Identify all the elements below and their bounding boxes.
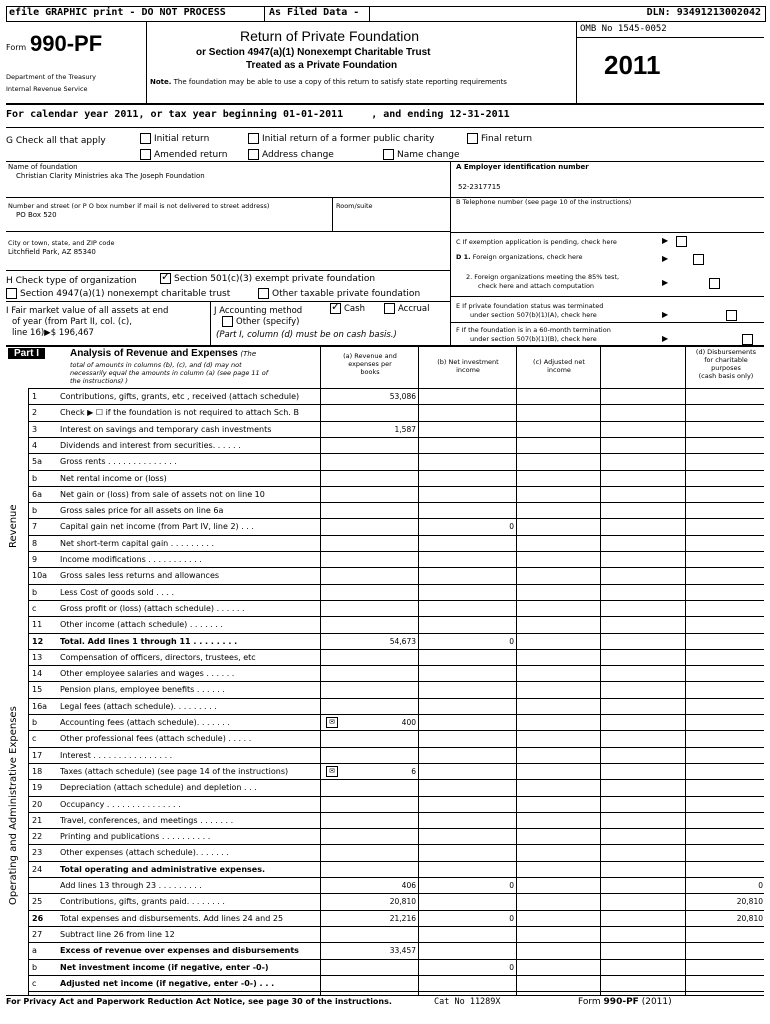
form-subtitle-1: or Section 4947(a)(1) Nonexempt Charitable Trust <box>196 47 431 58</box>
col-b-value[interactable]: 0 <box>509 913 514 923</box>
row-divider <box>28 535 764 536</box>
col-a-value[interactable]: 400 <box>401 718 416 727</box>
d2-arrow-icon: ▶ <box>662 278 669 287</box>
line-description: Dividends and interest from securities. . . . . . <box>60 440 241 450</box>
line-description: Gross profit or (loss) (attach schedule) . . . . . . <box>60 603 245 613</box>
org-501c3-checkbox[interactable] <box>160 273 171 284</box>
row-divider <box>28 633 764 634</box>
line-number: 16a <box>32 701 48 711</box>
row-divider <box>28 486 764 487</box>
line-number: 13 <box>32 652 43 662</box>
expenses-side-label: Operating and Administrative Expenses <box>8 706 19 905</box>
line-description: Total. Add lines 1 through 11 . . . . . . . . <box>60 636 238 646</box>
col-a-value[interactable]: 406 <box>401 881 416 890</box>
line-description: Other professional fees (attach schedule) . . . . . <box>60 734 252 744</box>
accounting-method-label: J Accounting method <box>214 306 303 316</box>
row-divider <box>28 959 764 960</box>
row-divider <box>28 388 764 389</box>
line-description: Other income (attach schedule) . . . . . . . <box>60 620 223 630</box>
col-b-value[interactable]: 0 <box>509 881 514 890</box>
row-divider <box>28 453 764 454</box>
line-number: 5a <box>32 457 42 467</box>
line-description: Income modifications . . . . . . . . . . . <box>60 555 202 564</box>
line-description: Capital gain net income (from Part IV, line 2) . . . <box>60 522 254 532</box>
telephone-label: B Telephone number (see page 10 of the instructions) <box>456 198 632 206</box>
line-description: Contributions, gifts, grants paid. . . . . . . . <box>60 897 225 907</box>
line-description: Contributions, gifts, grants, etc , received (attach schedule) <box>60 392 300 401</box>
calendar-year-line: For calendar year 2011, or tax year beginning 01-01-2011 , and ending 12-31-2011 <box>6 109 510 120</box>
line-number: 7 <box>32 522 38 532</box>
top-banner <box>6 6 766 22</box>
row-divider <box>28 616 764 617</box>
cash-checkbox[interactable] <box>330 303 341 314</box>
line-description: Gross sales less returns and allowances <box>60 571 220 581</box>
row-divider <box>28 926 764 927</box>
d2-line1: 2. Foreign organizations meeting the 85% test, <box>466 273 620 281</box>
row-divider <box>28 747 764 748</box>
line-number: 4 <box>32 440 38 450</box>
row-divider <box>28 861 764 862</box>
address-change-checkbox[interactable] <box>248 149 259 160</box>
row-divider <box>28 975 764 976</box>
d1-line: D 1. Foreign organizations, check here <box>456 253 583 261</box>
line-description: Excess of revenue over expenses and disbursements <box>60 946 299 956</box>
row-divider <box>28 796 764 797</box>
org-other-checkbox[interactable] <box>258 288 269 299</box>
col-c-header: (c) Adjusted net income <box>533 358 585 374</box>
row-divider <box>28 404 764 405</box>
line-description: Net gain or (loss) from sale of assets not on line 10 <box>60 489 265 499</box>
fmv-line2: of year (from Part II, col. (c), <box>12 317 132 327</box>
final-return-option[interactable]: Final return <box>467 133 532 144</box>
e-arrow-icon: ▶ <box>662 310 669 319</box>
initial-former-option[interactable]: Initial return of a former public charity <box>248 133 434 144</box>
e-line1: E If private foundation status was terminated <box>456 302 604 310</box>
e-line2: under section 507(b)(1)(A), check here <box>470 311 597 319</box>
line-number: b <box>32 473 38 483</box>
line-number: 23 <box>32 848 43 858</box>
col-d-value[interactable]: 20,810 <box>736 897 763 907</box>
line-number: 12 <box>32 636 44 646</box>
line-description: Pension plans, employee benefits . . . . . . <box>60 685 225 695</box>
row-divider <box>28 518 764 519</box>
org-type-label: H Check type of organization <box>6 276 137 286</box>
line-description: Accounting fees (attach schedule). . . . . . . <box>60 718 230 727</box>
address-change-option[interactable]: Address change <box>248 149 334 160</box>
row-divider <box>28 600 764 601</box>
line-description: Occupancy . . . . . . . . . . . . . . . <box>60 799 181 809</box>
e-checkbox[interactable] <box>726 310 737 321</box>
street-label: Number and street (or P O box number if mail is not delivered to street address) <box>8 202 270 210</box>
room-label: Room/suite <box>336 202 373 210</box>
foundation-name: Christian Clarity Ministries aka The Joseph Foundation <box>16 172 205 180</box>
ein-label: A Employer identification number <box>456 163 589 171</box>
col-d-value[interactable]: 20,810 <box>736 913 763 923</box>
initial-return-option[interactable]: Initial return <box>140 133 209 144</box>
row-divider <box>28 681 764 682</box>
f-line1: F If the foundation is in a 60-month termination <box>456 326 611 334</box>
col-a-value[interactable]: 53,086 <box>389 392 416 401</box>
line-number: c <box>32 734 37 744</box>
col-b-value[interactable]: 0 <box>509 636 514 646</box>
check-all-label: G Check all that apply <box>6 136 106 146</box>
amended-option[interactable]: Amended return <box>140 149 228 160</box>
row-divider <box>28 893 764 894</box>
row-divider <box>28 763 764 764</box>
omb-number: OMB No 1545-0052 <box>580 24 667 34</box>
part1-title: Analysis of Revenue and Expenses (The <box>70 348 257 359</box>
foundation-name-label: Name of foundation <box>8 163 78 171</box>
name-change-option[interactable]: Name change <box>383 149 460 160</box>
privacy-notice: For Privacy Act and Paperwork Reduction Act Notice, see page 30 of the instructions. <box>6 997 392 1006</box>
line-description: Compensation of officers, directors, trustees, etc <box>60 652 256 662</box>
line-number: 10a <box>32 571 48 581</box>
d1-checkbox[interactable] <box>693 254 704 265</box>
fmv-line3: line 16)▶$ 196,467 <box>12 328 94 338</box>
c-arrow-icon: ▶ <box>662 236 669 245</box>
col-a-value[interactable]: 20,810 <box>389 897 416 907</box>
filed-label: As Filed Data - <box>269 7 360 18</box>
form-prefix: Form <box>6 43 27 52</box>
line-number: 21 <box>32 815 43 825</box>
line-number: 6a <box>32 489 42 499</box>
line-description: Net rental income or (loss) <box>60 473 167 483</box>
line-number: 14 <box>32 669 43 679</box>
line-number: 11 <box>32 620 43 630</box>
form-title: Return of Private Foundation <box>240 28 419 44</box>
d1-arrow-icon: ▶ <box>662 254 669 263</box>
row-divider <box>28 942 764 943</box>
fmv-line1: I Fair market value of all assets at end <box>6 306 169 316</box>
line-number: 18 <box>32 766 43 776</box>
attachment-icon-16b[interactable]: ✉ <box>326 717 338 728</box>
city-value: Litchfield Park, AZ 85340 <box>8 248 96 256</box>
line-number: 15 <box>32 685 43 695</box>
line-description: Other employee salaries and wages . . . . . . <box>60 669 235 679</box>
line-description: Total expenses and disbursements. Add lines 24 and 25 <box>60 913 284 923</box>
line-number: b <box>32 962 38 972</box>
line-number: 25 <box>32 897 43 907</box>
line-number: 27 <box>32 929 43 939</box>
line-number: 20 <box>32 799 43 809</box>
col-b-header: (b) Net investment income <box>437 358 499 374</box>
row-divider <box>28 714 764 715</box>
accrual-checkbox[interactable] <box>384 303 395 314</box>
amended-checkbox[interactable] <box>140 149 151 160</box>
line-number: b <box>32 718 38 727</box>
revenue-side-label: Revenue <box>8 504 19 548</box>
footer-form-id: Form 990-PF (2011) <box>578 997 672 1007</box>
line-number: 19 <box>32 783 43 793</box>
org-type-4947[interactable]: Section 4947(a)(1) nonexempt charitable trust <box>6 288 230 299</box>
accounting-cash-option[interactable]: ✓ Cash <box>330 303 365 314</box>
line-number: 1 <box>32 392 38 401</box>
line-number: c <box>32 978 37 988</box>
row-divider <box>28 844 764 845</box>
row-divider <box>28 828 764 829</box>
line-number: 2 <box>32 408 38 418</box>
line-description: Subtract line 26 from line 12 <box>60 929 175 939</box>
c-checkbox[interactable] <box>676 236 687 247</box>
line-number: 3 <box>32 424 38 434</box>
efile-label: efile GRAPHIC print - DO NOT PROCESS <box>9 7 226 18</box>
row-divider <box>28 421 764 422</box>
form-subtitle-2: Treated as a Private Foundation <box>246 60 398 71</box>
org-type-other[interactable]: Other taxable private foundation <box>258 288 420 299</box>
col-b-value[interactable]: 0 <box>509 962 514 972</box>
form-note: Note. The foundation may be able to use a copy of this return to satisfy state reporting requirements <box>150 78 507 86</box>
part1-desc-3: the instructions) ) <box>70 377 128 385</box>
line-number: 26 <box>32 913 44 923</box>
row-divider <box>28 812 764 813</box>
ein-value: 52-2317715 <box>458 183 501 191</box>
accounting-other-option[interactable]: Other (specify) <box>222 316 299 327</box>
other-method-checkbox[interactable] <box>222 316 233 327</box>
row-divider <box>28 551 764 552</box>
line-number: 9 <box>32 555 38 564</box>
line-number: 24 <box>32 864 43 874</box>
row-divider <box>28 991 764 992</box>
form-number: 990-PF <box>30 31 103 56</box>
line-number: a <box>32 946 37 956</box>
line-description: Less Cost of goods sold . . . . <box>60 587 175 597</box>
c-label: C If exemption application is pending, check here <box>456 238 617 246</box>
d2-line2: check here and attach computation <box>478 282 595 290</box>
row-divider <box>28 730 764 731</box>
attachment-icon-18[interactable]: ✉ <box>326 766 338 777</box>
line-description: Total operating and administrative expenses. <box>60 864 265 874</box>
row-divider <box>28 584 764 585</box>
row-divider <box>28 567 764 568</box>
line-number: 17 <box>32 750 43 760</box>
f-checkbox[interactable] <box>742 334 753 345</box>
col-a-value[interactable]: 54,673 <box>389 636 416 646</box>
tax-year: 2011 <box>604 50 661 80</box>
org-4947-checkbox[interactable] <box>6 288 17 299</box>
line-description: Add lines 13 through 23 . . . . . . . . . <box>60 881 202 890</box>
line-description: Depreciation (attach schedule) and depletion . . . <box>60 783 257 793</box>
cat-number: Cat No 11289X <box>434 997 501 1007</box>
line-description: Gross sales price for all assets on line 6a <box>60 506 224 516</box>
row-divider <box>28 665 764 666</box>
line-description: Printing and publications . . . . . . . . . . <box>60 832 211 842</box>
dept-line2: Internal Revenue Service <box>6 85 88 93</box>
col-a-value[interactable]: 21,216 <box>389 913 416 923</box>
f-arrow-icon: ▶ <box>662 334 669 343</box>
dln-label: DLN: 93491213002042 <box>646 7 761 18</box>
col-a-value[interactable]: 6 <box>411 766 416 776</box>
col-a-value[interactable]: 1,587 <box>394 424 416 434</box>
part1-desc-1: total of amounts in columns (b), (c), and (d) may not <box>70 361 242 369</box>
col-a-header: (a) Revenue and expenses per books <box>343 352 397 376</box>
row-divider <box>28 437 764 438</box>
line-description: Travel, conferences, and meetings . . . . . . . <box>60 815 234 825</box>
d2-checkbox[interactable] <box>709 278 720 289</box>
line-description: Adjusted net income (if negative, enter -0-) . . . <box>60 978 275 988</box>
name-change-checkbox[interactable] <box>383 149 394 160</box>
row-divider <box>28 698 764 699</box>
initial-former-checkbox[interactable] <box>248 133 259 144</box>
part1-tag: Part I <box>8 348 45 359</box>
col-a-value[interactable]: 33,457 <box>389 946 416 956</box>
line-description: Interest . . . . . . . . . . . . . . . . <box>60 750 173 760</box>
line-description: Legal fees (attach schedule). . . . . . . . . <box>60 701 217 711</box>
line-description: Taxes (attach schedule) (see page 14 of the instructions) <box>60 766 289 776</box>
col-b-value[interactable]: 0 <box>509 522 514 532</box>
line-number: 8 <box>32 538 38 548</box>
row-divider <box>28 779 764 780</box>
line-number: b <box>32 587 38 597</box>
cash-basis-note: (Part I, column (d) must be on cash basis.) <box>216 330 397 340</box>
org-type-501c3[interactable]: ✓ Section 501(c)(3) exempt private foundation <box>160 273 375 284</box>
row-divider <box>28 877 764 878</box>
line-number: c <box>32 603 37 613</box>
line-description: Other expenses (attach schedule). . . . . . . <box>60 848 229 858</box>
form-id-block <box>6 21 146 99</box>
line-description: Net investment income (if negative, enter -0-) <box>60 962 269 972</box>
line-description: Interest on savings and temporary cash investments <box>60 424 272 434</box>
row-divider <box>28 649 764 650</box>
dept-line1: Department of the Treasury <box>6 73 97 81</box>
street-value: PO Box 520 <box>16 211 57 219</box>
final-return-checkbox[interactable] <box>467 133 478 144</box>
line-number: b <box>32 506 38 516</box>
line-number: 22 <box>32 832 43 842</box>
initial-return-checkbox[interactable] <box>140 133 151 144</box>
row-divider <box>28 910 764 911</box>
part1-desc-2: necessarily equal the amounts in column (a) (see page 11 of <box>70 369 269 377</box>
col-d-header: (d) Disbursements for charitable purposes (cash basis only) <box>695 348 757 380</box>
f-line2: under section 507(b)(1)(B), check here <box>470 335 597 343</box>
row-divider <box>28 470 764 471</box>
line-description: Gross rents . . . . . . . . . . . . . . <box>60 457 177 467</box>
row-divider <box>28 502 764 503</box>
col-d-value[interactable]: 0 <box>758 881 763 890</box>
accounting-accrual-option[interactable]: Accrual <box>384 303 429 314</box>
city-label: City or town, state, and ZIP code <box>8 239 115 247</box>
line-description: Check ▶ ☐ if the foundation is not required to attach Sch. B <box>60 408 299 418</box>
line-description: Net short-term capital gain . . . . . . . . . <box>60 538 215 548</box>
